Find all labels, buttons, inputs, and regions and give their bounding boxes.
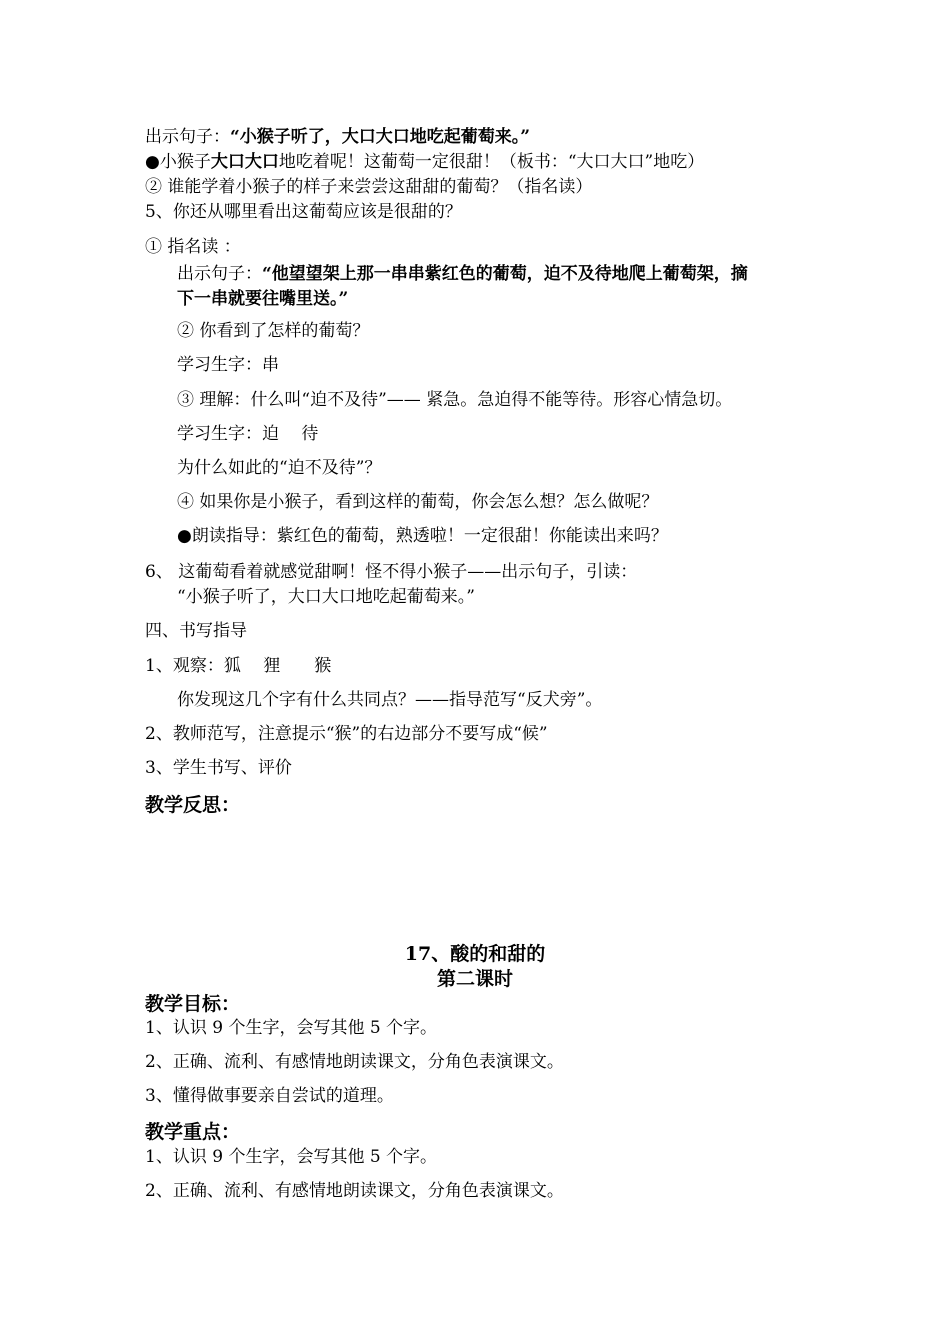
focus-heading: 教学重点： — [145, 1121, 241, 1143]
line-10: ③ 理解：什么叫“迫不及待”—— 紧急。急迫得不能等待。形容心情急切。 — [177, 390, 733, 410]
line-20: 2、教师范写，注意提示“猴”的右边部分不要写成“候” — [145, 724, 548, 744]
line-5: ① 指名读 ： — [145, 237, 241, 257]
section-heading-writing: 四、书写指导 — [145, 621, 247, 641]
line-4: 5、你还从哪里看出这葡萄应该是很甜的？ — [145, 202, 462, 222]
sentence-prefix-2: 出示句子： — [177, 264, 262, 284]
lesson-subtitle: 第二课时 — [436, 968, 513, 990]
goal-item: 1、认识 9 个生字，会写其他 5 个字。 — [145, 1018, 438, 1038]
line-8: ② 你看到了怎样的葡萄？ — [177, 321, 370, 341]
reflection-heading: 教学反思： — [145, 794, 241, 816]
line-19: 你发现这几个字有什么共同点？——指导范写“反犬旁”。 — [177, 690, 603, 710]
sentence-line-2 — [177, 263, 748, 285]
line-12: 为什么如此的“迫不及待”？ — [177, 458, 382, 478]
line-13: ④ 如果你是小猴子，看到这样的葡萄，你会怎么想？怎么做呢？ — [177, 492, 659, 512]
lesson-title: 17、酸的和甜的 — [404, 943, 546, 965]
line-16: “小猴子听了，大口大口地吃起葡萄来。” — [177, 587, 475, 607]
line-9: 学习生字：串 — [177, 355, 279, 375]
sentence-line-2-cont: 下一串就要往嘴里送。” — [177, 289, 349, 309]
focus-item: 2、正确、流利、有感情地朗读课文，分角色表演课文。 — [145, 1181, 564, 1201]
line-21: 3、学生书写、评价 — [145, 758, 292, 778]
line-14: ●朗读指导：紫红色的葡萄，熟透啦！一定很甜！你能读出来吗？ — [177, 526, 668, 546]
goal-item: 2、正确、流利、有感情地朗读课文，分角色表演课文。 — [145, 1052, 564, 1072]
bullet-text-a: ●小猴子 — [145, 152, 211, 172]
sentence-quote: “小猴子听了，大口大口地吃起葡萄来。” — [230, 127, 531, 147]
goals-heading: 教学目标： — [145, 993, 241, 1015]
bullet-text-c: 地吃着呢！这葡萄一定很甜！（板书：“大口大口”地吃） — [278, 152, 705, 172]
bullet-line-1 — [145, 151, 704, 173]
sentence-prefix: 出示句子： — [145, 127, 230, 147]
line-3: ② 谁能学着小猴子的样子来尝尝这甜甜的葡萄？（指名读） — [145, 177, 593, 197]
goal-item: 3、懂得做事要亲自尝试的道理。 — [145, 1086, 394, 1106]
line-11: 学习生字：迫 待 — [177, 424, 319, 444]
bullet-text-bold: 大口大口 — [210, 152, 279, 172]
line-15: 6、 这葡萄看着就感觉甜啊！怪不得小猴子——出示句子，引读： — [145, 562, 638, 582]
line-18: 1、观察：狐 狸 猴 — [145, 656, 332, 676]
focus-item: 1、认识 9 个生字，会写其他 5 个字。 — [145, 1147, 438, 1167]
sentence-line-1 — [145, 126, 530, 148]
sentence-quote-2: “他望望架上那一串串紫红色的葡萄，迫不及待地爬上葡萄架，摘 — [262, 264, 748, 284]
